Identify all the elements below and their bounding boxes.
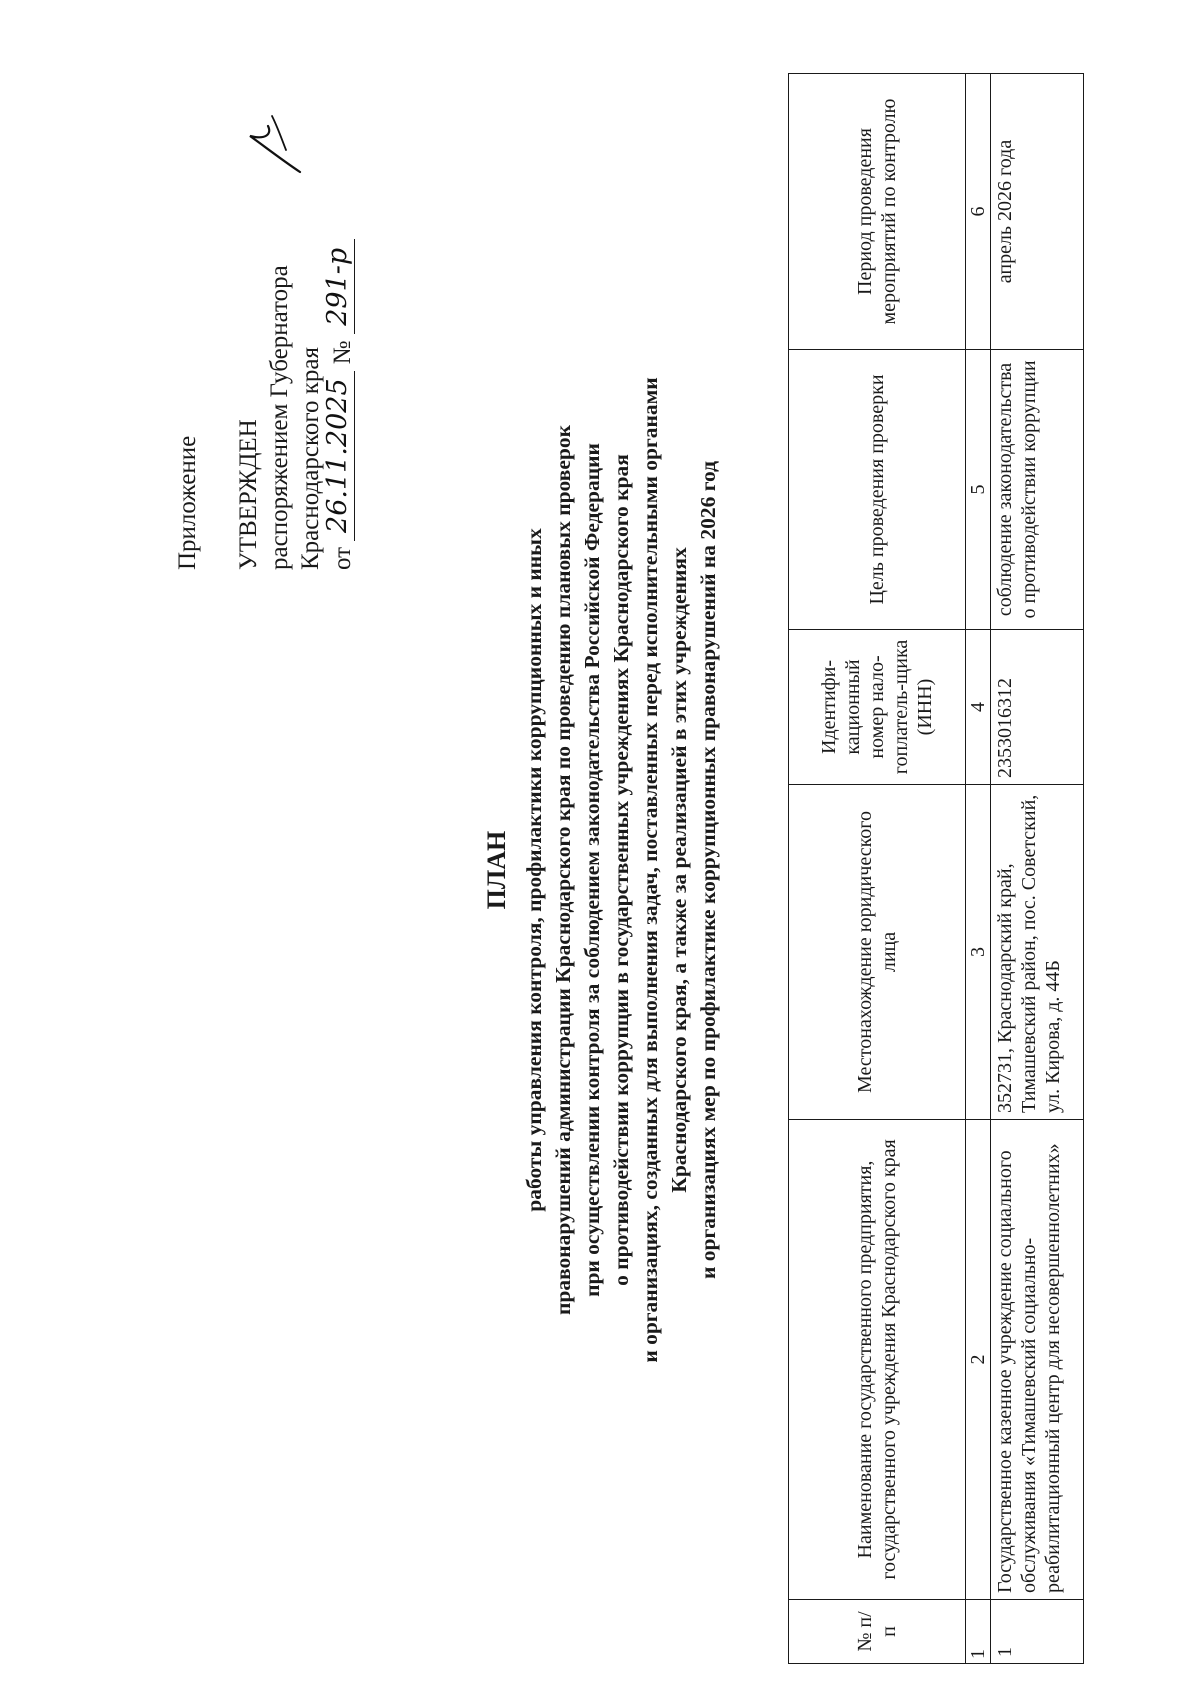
date-prefix: от	[329, 546, 356, 570]
approved-label: УТВЕРЖДЕН	[235, 419, 262, 570]
title-line-2: правонарушений администрации Краснодарского края по проведению плановых проверок	[551, 425, 575, 1316]
appendix-label: Приложение	[174, 435, 201, 570]
approval-line-1: распоряжением Губернатора	[266, 265, 293, 570]
title-line-3: при осуществлении контроля за соблюдением законодательства Российской Федерации	[580, 443, 604, 1297]
row-number-cell: 1	[991, 1600, 1084, 1664]
column-number: 2	[966, 1120, 991, 1600]
inn-cell: 2353016312	[991, 630, 1084, 785]
header-period: Период проведения мероприятий по контролю	[789, 74, 966, 350]
title-line-1: работы управления контроля, профилактики коррупционных и иных	[522, 528, 546, 1212]
document-sheet	[150, 60, 1064, 1680]
column-number: 6	[966, 74, 991, 350]
approval-line-2: Краснодарского края	[297, 347, 324, 570]
header-organization-name: Наименование государственного предприятия, государственного учреждения Краснодарского края	[789, 1120, 966, 1600]
column-number: 5	[966, 350, 991, 630]
title-line-7: и организациях мер по профилактике коррупционных правонарушений на 2026 год	[696, 460, 720, 1280]
header-number: № п/п	[789, 1600, 966, 1664]
handwritten-number: 291-р	[322, 247, 353, 326]
header-purpose: Цель проведения проверки	[789, 350, 966, 630]
approval-date-line	[322, 100, 359, 570]
signature-mark-icon	[242, 110, 312, 180]
purpose-cell: соблюдение законодательства о противодействии коррупции	[991, 350, 1084, 630]
plan-heading: ПЛАН	[482, 830, 511, 910]
column-number: 3	[966, 785, 991, 1120]
title-line-6: Краснодарского края, а также за реализацией в этих учреждениях	[667, 547, 691, 1193]
column-number-row	[966, 74, 991, 1664]
table-header-row	[789, 74, 966, 1664]
period-cell: апрель 2026 года	[991, 74, 1084, 350]
title-line-5: и организациях, созданных для выполнения задач, поставленных перед исполнительными органами	[638, 377, 662, 1363]
column-number: 4	[966, 630, 991, 785]
inspection-plan-table	[788, 73, 1084, 1664]
number-prefix: №	[329, 340, 356, 365]
table-row	[991, 74, 1084, 1664]
title-line-4: о противодействии коррупции в государственных учреждениях Краснодарского края	[609, 454, 633, 1286]
plan-title-block	[480, 70, 723, 1670]
signature-flourish	[242, 110, 312, 180]
address-cell: 352731, Краснодарский край, Тимашевский район, пос. Советский, ул. Кирова, д. 44Б	[991, 785, 1084, 1120]
date-field	[322, 371, 355, 541]
column-number: 1	[966, 1600, 991, 1664]
header-inn: Идентифи-кационный номер нало-гоплатель-щика (ИНН)	[789, 630, 966, 785]
number-field	[322, 239, 355, 334]
handwritten-date: 26.11.2025	[322, 378, 353, 533]
organization-name-cell: Государственное казенное учреждение социального обслуживания «Тимашевский социально-реабилитационный центр для несовершеннолетних»	[991, 1120, 1084, 1600]
header-address: Местонахождение юридического лица	[789, 785, 966, 1120]
